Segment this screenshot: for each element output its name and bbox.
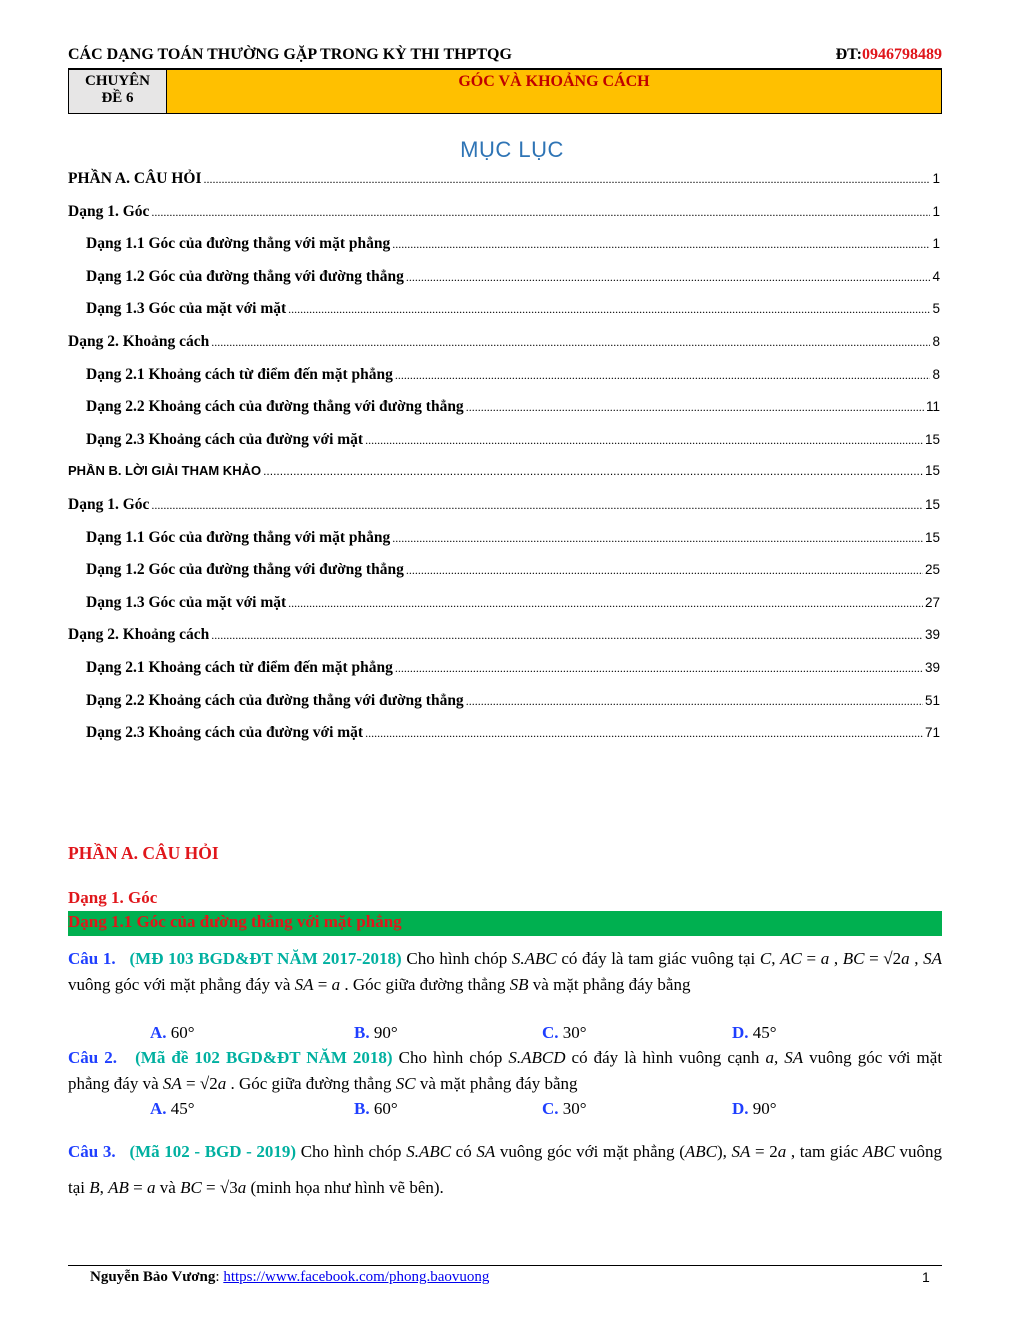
toc-leader-dots bbox=[288, 300, 930, 318]
chapter-banner bbox=[68, 69, 942, 114]
toc-entry[interactable] bbox=[68, 300, 940, 333]
toc-leader-dots bbox=[406, 268, 931, 286]
toc-entry[interactable] bbox=[68, 170, 940, 203]
toc-entry-label: Dạng 2. Khoảng cách bbox=[68, 626, 210, 644]
toc-entry-label: Dạng 2. Khoảng cách bbox=[68, 332, 210, 350]
toc-entry[interactable] bbox=[68, 594, 940, 627]
answer-b: B. 90° bbox=[354, 1023, 398, 1042]
footer-author: Nguyễn Bảo Vương bbox=[90, 1269, 216, 1285]
question-2: Câu 2. (Mã đề 102 BGD&ĐT NĂM 2018) Cho hình chóp S.ABCD có đáy là hình vuông cạnh a, SA vuông góc với mặt phẳng đáy và SA = √2a . Góc giữa đường thẳng SC và mặt phẳng đáy bằng bbox=[68, 1048, 943, 1093]
question-2-source: (Mã đề 102 BGD&ĐT NĂM 2018) bbox=[135, 1048, 393, 1067]
toc-entry-label: Dạng 1.1 Góc của đường thẳng với mặt phẳng bbox=[86, 528, 391, 546]
answer-c: C. 30° bbox=[542, 1099, 587, 1118]
toc-entry-label: Dạng 1.3 Góc của mặt với mặt bbox=[86, 300, 287, 318]
toc-entry-label: PHẦN B. LỜI GIẢI THAM KHẢO bbox=[68, 463, 262, 479]
toc-entry[interactable] bbox=[68, 235, 940, 268]
toc-entry-page: 15 bbox=[924, 529, 940, 545]
question-3: Câu 3. (Mã 102 - BGD - 2019) Cho hình chóp S.ABC có SA vuông góc với mặt phẳng (ABC), SA = 2a , tam giác ABC vuông tại B, AB = a và BC = √3a (minh họa như hình vẽ bên). bbox=[68, 1142, 943, 1197]
question-3-source: (Mã 102 - BGD - 2019) bbox=[129, 1142, 297, 1161]
question-1-source: (MĐ 103 BGD&ĐT NĂM 2017-2018) bbox=[129, 949, 402, 968]
toc-entry-label: PHẦN A. CÂU HỎI bbox=[68, 170, 202, 187]
toc-entry-page: 11 bbox=[925, 399, 940, 415]
toc-entry[interactable] bbox=[68, 431, 940, 464]
toc-leader-dots bbox=[203, 170, 930, 188]
answer-d: D. 45° bbox=[732, 1023, 777, 1042]
toc-entry-label: Dạng 1.2 Góc của đường thẳng với đường thẳng bbox=[86, 561, 404, 579]
toc-entry-page: 39 bbox=[924, 659, 940, 675]
toc-entry-label: Dạng 1. Góc bbox=[68, 202, 150, 220]
toc-entry[interactable] bbox=[68, 561, 940, 594]
toc-entry-label: Dạng 2.3 Khoảng cách của đường với mặt bbox=[86, 430, 364, 448]
toc-entry-label: Dạng 1.1 Góc của đường thẳng với mặt phẳng bbox=[86, 235, 391, 253]
toc-entry-page: 5 bbox=[932, 301, 940, 317]
question-1-number: Câu 1. bbox=[68, 949, 116, 968]
toc-leader-dots bbox=[365, 724, 923, 742]
toc-entry-label: Dạng 2.1 Khoảng cách từ điểm đến mặt phẳng bbox=[86, 365, 393, 383]
dang11-heading: Dạng 1.1 Góc của đường thẳng với mặt phẳng bbox=[68, 912, 402, 931]
toc-entry-page: 4 bbox=[932, 268, 940, 284]
toc-entry-label: Dạng 1.2 Góc của đường thẳng với đường thẳng bbox=[86, 267, 404, 285]
toc-entry[interactable] bbox=[68, 496, 940, 529]
toc-entry[interactable] bbox=[68, 724, 940, 757]
question-1: Câu 1. (MĐ 103 BGD&ĐT NĂM 2017-2018) Cho hình chóp S.ABC có đáy là tam giác vuông tại C, AC = a , BC = √2a , SA vuông góc với mặt phẳng đáy và SA = a . Góc giữa đường thẳng SB và mặt phẳng đáy bằng bbox=[68, 949, 943, 994]
question-3-number: Câu 3. bbox=[68, 1142, 116, 1161]
toc-leader-dots bbox=[211, 626, 923, 644]
toc-entry[interactable] bbox=[68, 659, 940, 692]
page-header bbox=[68, 44, 942, 69]
toc-title: MỤC LỤC bbox=[460, 137, 564, 162]
answer-c: C. 30° bbox=[542, 1023, 587, 1042]
toc-entry[interactable] bbox=[68, 463, 940, 496]
toc-entry-page: 1 bbox=[932, 203, 940, 219]
page-number: 1 bbox=[922, 1269, 930, 1285]
toc-leader-dots bbox=[211, 333, 930, 351]
footer-divider bbox=[68, 1265, 942, 1266]
toc-entry[interactable] bbox=[68, 529, 940, 562]
toc-leader-dots bbox=[263, 463, 923, 478]
toc-entry-page: 8 bbox=[932, 366, 940, 382]
toc-entry-page: 15 bbox=[924, 463, 940, 479]
toc-entry[interactable] bbox=[68, 268, 940, 301]
dang1-heading: Dạng 1. Góc bbox=[68, 888, 158, 907]
toc-leader-dots bbox=[406, 561, 923, 579]
toc-leader-dots bbox=[392, 529, 923, 547]
answer-a: A. 60° bbox=[150, 1023, 195, 1042]
toc-entry-label: Dạng 2.2 Khoảng cách của đường thẳng với đường thẳng bbox=[86, 398, 464, 416]
toc-entry[interactable] bbox=[68, 366, 940, 399]
toc-leader-dots bbox=[395, 366, 931, 384]
toc-leader-dots bbox=[151, 203, 930, 221]
toc-entry-label: Dạng 1. Góc bbox=[68, 495, 150, 513]
toc-entry-page: 51 bbox=[924, 692, 940, 708]
answer-a: A. 45° bbox=[150, 1099, 195, 1118]
part-a-heading: PHẦN A. CÂU HỎI bbox=[68, 843, 219, 863]
chapter-label: CHUYÊN ĐỀ 6 bbox=[69, 70, 167, 113]
toc-entry-page: 8 bbox=[932, 333, 940, 349]
answer-d: D. 90° bbox=[732, 1099, 777, 1118]
question-1-answers bbox=[150, 1023, 940, 1045]
toc-entry-page: 39 bbox=[924, 627, 940, 643]
toc-leader-dots bbox=[466, 398, 924, 416]
toc-entry-page: 25 bbox=[924, 562, 940, 578]
toc-entry-page: 1 bbox=[932, 171, 940, 186]
toc-leader-dots bbox=[288, 594, 923, 612]
question-2-number: Câu 2. bbox=[68, 1048, 118, 1067]
toc-entry-page: 15 bbox=[924, 496, 940, 512]
toc-entry-label: Dạng 2.2 Khoảng cách của đường thẳng với đường thẳng bbox=[86, 691, 464, 709]
table-of-contents bbox=[68, 170, 940, 757]
toc-entry-label: Dạng 2.1 Khoảng cách từ điểm đến mặt phẳng bbox=[86, 658, 393, 676]
chapter-title: GÓC VÀ KHOẢNG CÁCH bbox=[458, 73, 650, 90]
toc-entry-page: 1 bbox=[932, 236, 940, 252]
toc-leader-dots bbox=[365, 431, 923, 449]
toc-entry[interactable] bbox=[68, 333, 940, 366]
toc-entry[interactable] bbox=[68, 398, 940, 431]
toc-entry-page: 27 bbox=[924, 594, 940, 610]
answer-b: B. 60° bbox=[354, 1099, 398, 1118]
toc-leader-dots bbox=[392, 235, 930, 253]
toc-entry-label: Dạng 1.3 Góc của mặt với mặt bbox=[86, 593, 287, 611]
header-title: CÁC DẠNG TOÁN THƯỜNG GẶP TRONG KỲ THI THPTQG bbox=[68, 46, 512, 63]
toc-entry[interactable] bbox=[68, 626, 940, 659]
toc-entry-page: 71 bbox=[924, 725, 940, 741]
header-phone: ĐT:0946798489 bbox=[835, 46, 942, 63]
page-footer: Nguyễn Bảo Vương: https://www.facebook.com/phong.baovuong bbox=[90, 1269, 490, 1285]
toc-entry-label: Dạng 2.3 Khoảng cách của đường với mặt bbox=[86, 724, 364, 742]
toc-leader-dots bbox=[466, 692, 923, 710]
toc-leader-dots bbox=[151, 496, 923, 514]
toc-leader-dots bbox=[395, 659, 923, 677]
toc-entry[interactable] bbox=[68, 203, 940, 236]
question-2-answers bbox=[150, 1099, 940, 1121]
toc-entry-page: 15 bbox=[924, 431, 940, 447]
toc-entry[interactable] bbox=[68, 692, 940, 725]
dang11-heading-bar bbox=[68, 911, 942, 936]
footer-facebook-link[interactable]: https://www.facebook.com/phong.baovuong bbox=[223, 1269, 490, 1285]
